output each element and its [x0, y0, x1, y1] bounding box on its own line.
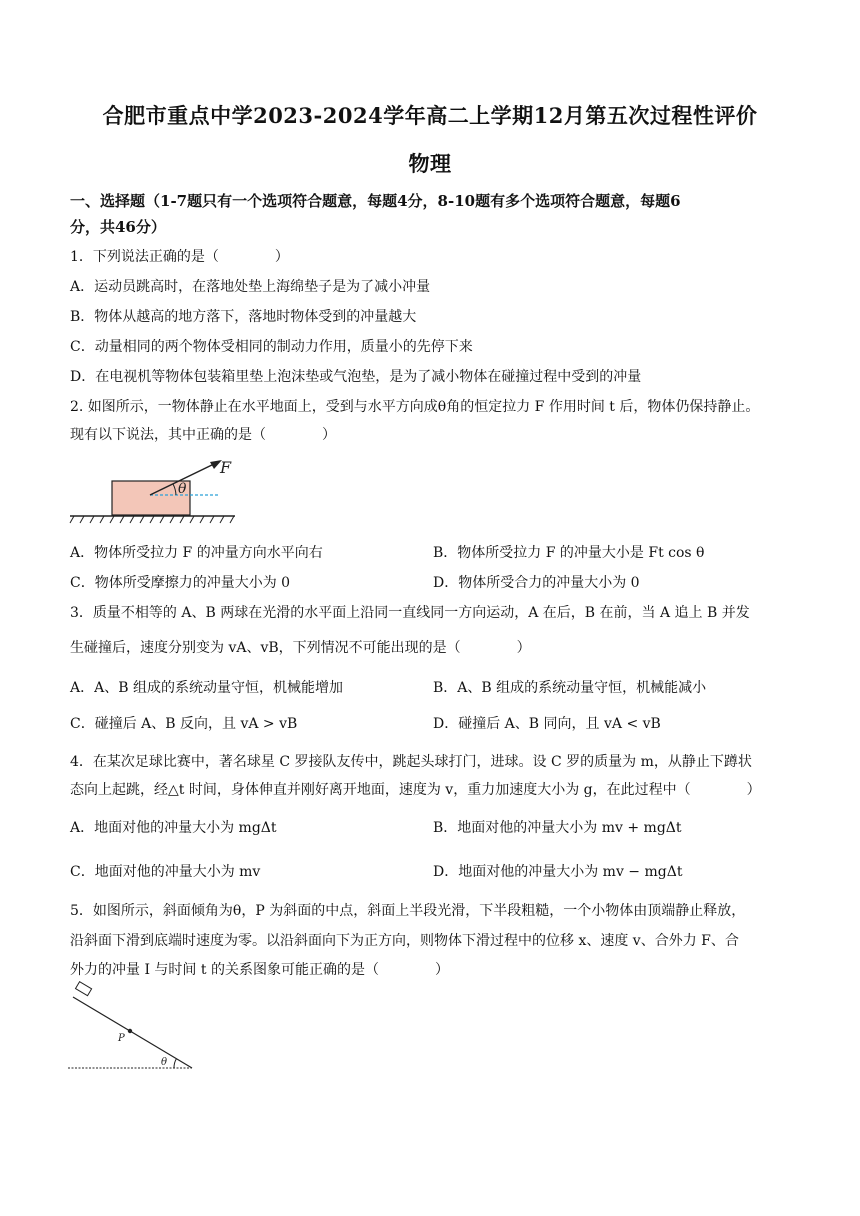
q2-option-c: C．物体所受摩擦力的冲量大小为 0: [70, 575, 291, 591]
incline-surface: [73, 997, 192, 1068]
q5-stem-line1: 5．如图所示，斜面倾角为θ，P 为斜面的中点，斜面上半段光滑，下半段粗糙，一个小物体由顶端静止释放，: [70, 903, 746, 919]
q3-option-c: C．碰撞后 A、B 反向，且 vA > vB: [70, 716, 298, 732]
q5-stem-line3: 外力的冲量 I 与时间 t 的关系图象可能正确的是（ ）: [70, 962, 449, 978]
q1-option-d: D．在电视机等物体包装箱里垫上泡沫垫或气泡垫，是为了减小物体在碰撞过程中受到的冲量: [70, 369, 642, 385]
q4-option-c: C．地面对他的冲量大小为 mv: [70, 864, 261, 880]
q4-stem-line2: 态向上起跳，经△t 时间，身体伸直并刚好离开地面，速度为 v，重力加速度大小为 g，在此过程中（ ）: [70, 782, 761, 798]
q4-option-a: A．地面对他的冲量大小为 mgΔt: [70, 820, 277, 836]
incline-angle-arc: [174, 1059, 177, 1069]
q3-stem-line2: 生碰撞后，速度分别变为 vA、vB，下列情况不可能出现的是（ ）: [70, 640, 531, 656]
ground-hatching: [70, 516, 234, 523]
q2-stem-line2: 现有以下说法，其中正确的是（ ）: [70, 427, 336, 443]
section-heading-line1: 一、选择题（1-7题只有一个选项符合题意，每题4分，8-10题有多个选项符合题意，每题6: [70, 192, 681, 210]
q1-option-c: C．动量相同的两个物体受相同的制动力作用，质量小的先停下来: [70, 339, 473, 355]
q1-option-a: A．运动员跳高时，在落地处垫上海绵垫子是为了减小冲量: [70, 279, 431, 295]
point-p-label: P: [118, 1033, 125, 1044]
subject-title: 物理: [408, 151, 452, 176]
q2-option-b: B．物体所受拉力 F 的冲量大小是 Ft cos θ: [433, 545, 705, 561]
q2-stem-line1: 2. 如图所示，一物体静止在水平地面上，受到与水平方向成θ角的恒定拉力 F 作用时间 t 后，物体仍保持静止。: [70, 399, 760, 415]
q3-stem-line1: 3．质量不相等的 A、B 两球在光滑的水平面上沿同一直线同一方向运动，A 在后，B 在前，当 A 追上 B 并发: [70, 605, 750, 621]
small-object: [75, 982, 91, 996]
q2-block-figure: [70, 455, 240, 527]
section-heading-line2: 分，共46分）: [70, 218, 166, 236]
q5-stem-line2: 沿斜面下滑到底端时速度为零。以沿斜面向下为正方向，则物体下滑过程中的位移 x、速度 v、合外力 F、合: [70, 933, 739, 949]
q1-stem: 1．下列说法正确的是（ ）: [70, 249, 289, 265]
q2-option-d: D．物体所受合力的冲量大小为 0: [433, 575, 640, 591]
incline-angle-label: θ: [161, 1057, 168, 1068]
q3-option-b: B．A、B 组成的系统动量守恒，机械能减小: [433, 680, 707, 696]
force-label: F: [220, 458, 232, 477]
q5-incline-figure: [68, 985, 198, 1070]
q2-option-a: A．物体所受拉力 F 的冲量方向水平向右: [70, 545, 323, 561]
q3-option-a: A．A、B 组成的系统动量守恒，机械能增加: [70, 680, 343, 696]
angle-label: θ: [178, 481, 187, 497]
q4-stem-line1: 4．在某次足球比赛中，著名球星 C 罗接队友传中，跳起头球打门，进球。设 C 罗的质量为 m，从静止下蹲状: [70, 754, 752, 770]
midpoint-p-dot: [128, 1029, 132, 1033]
q3-option-d: D．碰撞后 A、B 同向，且 vA < vB: [433, 716, 661, 732]
exam-title: 合肥市重点中学2023-2024学年高二上学期12月第五次过程性评价: [102, 103, 758, 128]
q1-option-b: B．物体从越高的地方落下，落地时物体受到的冲量越大: [70, 309, 417, 325]
q4-option-d: D．地面对他的冲量大小为 mv − mgΔt: [433, 864, 683, 880]
q4-option-b: B．地面对他的冲量大小为 mv + mgΔt: [433, 820, 682, 836]
